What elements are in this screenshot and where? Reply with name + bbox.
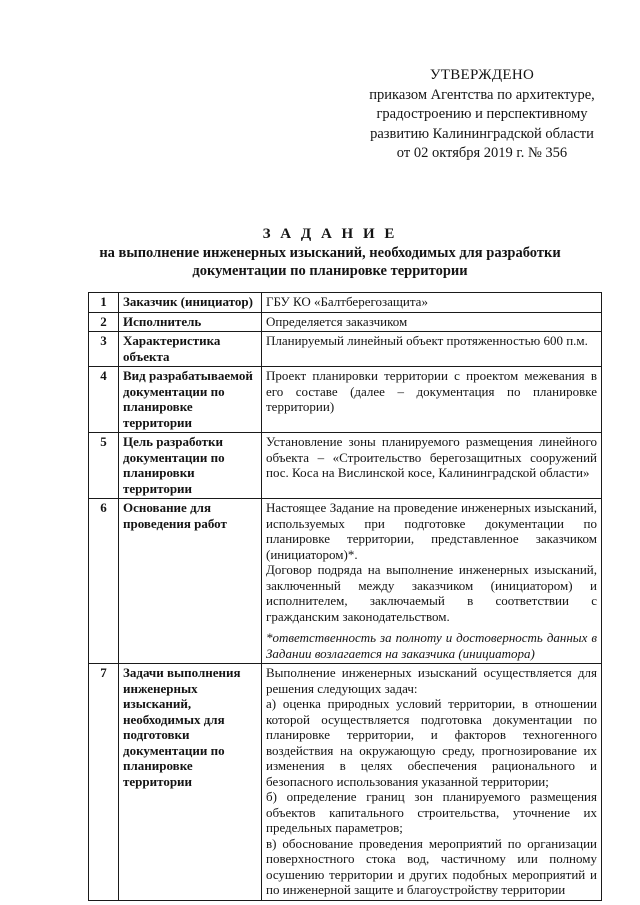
approval-date: от 02 октября 2019 г. № 356: [396, 145, 568, 161]
row-number: 1: [89, 293, 119, 313]
row-number: 2: [89, 312, 119, 332]
footnote: *ответственность за полноту и достоверность данных в Задании возлагается на заказчика (инициатора): [266, 630, 597, 661]
row-label: Вид разрабатываемой документации по планировке территории: [119, 367, 262, 433]
row-number: 5: [89, 433, 119, 499]
row-label: Задачи выполнения инженерных изысканий, необходимых для подготовки документации по планировке территории: [119, 664, 262, 901]
title-line: документации по планировке территории: [192, 263, 468, 279]
row-number: 6: [89, 499, 119, 664]
row-value: Установление зоны планируемого размещения линейного объекта – «Строительство берегозащитных сооружений пос. Коса на Вислинской косе, Калининградской области»: [262, 433, 602, 499]
approval-heading: УТВЕРЖДЕНО: [429, 67, 535, 83]
basis-paragraph: Договор подряда на выполнение инженерных изысканий, заключенный между заказчиком (инициатором) и исполнителем, заключаемый в соответствии с гражданским законодательством.: [266, 562, 597, 624]
row-value: ГБУ КО «Балтберегозащита»: [262, 293, 602, 313]
table-row: [89, 332, 602, 367]
title-heading: З А Д А Н И Е: [262, 226, 398, 242]
approval-stamp: [352, 66, 612, 164]
approval-line: градостроению и перспективному: [376, 106, 588, 122]
table-row: [89, 367, 602, 433]
row-value: Планируемый линейный объект протяженностью 600 п.м.: [262, 332, 602, 367]
task-paragraph: а) оценка природных условий территории, в отношении которой осуществляется подготовка документации по планировке территории, и факторов техногенного воздействия на окружающую среду, прогнозирование их изменения в целях обеспечения рационального и безопасного использования указанной территории;: [266, 696, 597, 789]
table-row: [89, 312, 602, 332]
row-number: 7: [89, 664, 119, 901]
row-label: Исполнитель: [119, 312, 262, 332]
table-row: [89, 664, 602, 901]
document-title: [60, 225, 600, 281]
row-number: 4: [89, 367, 119, 433]
row-label: Характеристика объекта: [119, 332, 262, 367]
task-paragraph: б) определение границ зон планируемого размещения объектов капитального строительства, уточнение их предельных параметров;: [266, 789, 597, 835]
row-label: Цель разработки документации по планировки территории: [119, 433, 262, 499]
task-paragraph: в) обоснование проведения мероприятий по организации поверхностного стока вод, частичному или полному осушению территории и других подобных мероприятий и по инженерной защите и благоустройству территории: [266, 835, 597, 897]
approval-line: развитию Калининградской области: [370, 125, 594, 142]
row-value: Проект планировки территории с проектом межевания в его составе (далее – документация по планировке территории): [262, 367, 602, 433]
row-value: [262, 664, 602, 901]
approval-line: приказом Агентства по архитектуре,: [369, 86, 595, 103]
table-row: [89, 293, 602, 313]
title-line: на выполнение инженерных изысканий, необходимых для разработки: [99, 244, 561, 261]
row-value: Определяется заказчиком: [262, 312, 602, 332]
row-value: [262, 499, 602, 664]
row-label: Основание для проведения работ: [119, 499, 262, 664]
basis-paragraph: Настоящее Задание на проведение инженерных изысканий, используемых при подготовке документации по планировке территории, представленное заказчиком (инициатором)*.: [266, 500, 597, 562]
task-table: [88, 292, 602, 901]
row-label: Заказчик (инициатор): [119, 293, 262, 313]
row-number: 3: [89, 332, 119, 367]
table-row: [89, 433, 602, 499]
task-paragraph: Выполнение инженерных изысканий осуществляется для решения следующих задач:: [266, 665, 597, 696]
table-row: [89, 499, 602, 664]
